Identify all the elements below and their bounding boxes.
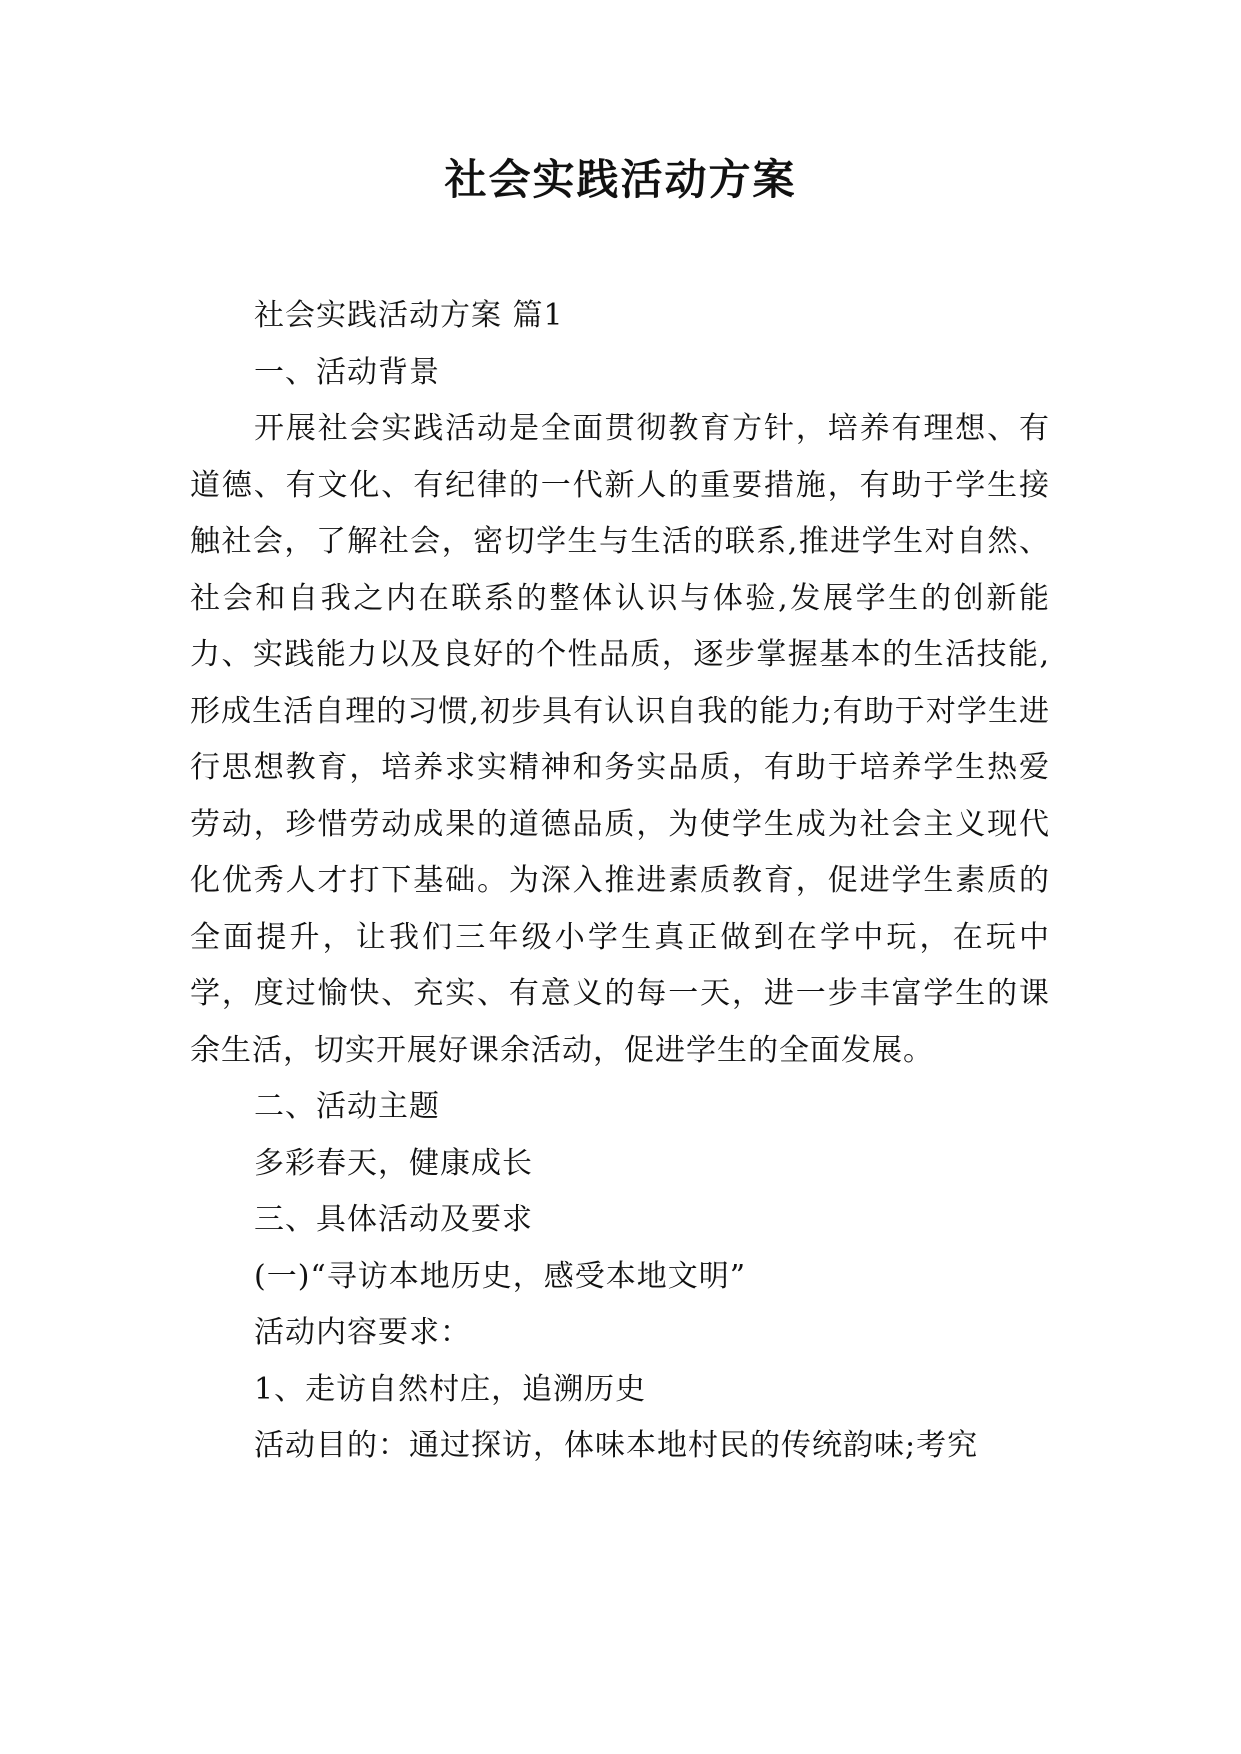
body-paragraph: 活动目的：通过探访，体味本地村民的传统韵味;考究: [254, 1428, 979, 1463]
document-title: 社会实践活动方案: [444, 155, 797, 204]
section-heading: 一、活动背景: [254, 354, 440, 390]
list-item-heading: 1、走访自然村庄，追溯历史: [254, 1371, 647, 1407]
document-body: [190, 288, 1050, 1475]
body-paragraph: 多彩春天，健康成长: [254, 1145, 533, 1181]
section-heading: 二、活动主题: [254, 1089, 440, 1124]
subsection-heading: (一)“寻访本地历史，感受本地文明”: [254, 1258, 747, 1294]
section-heading: 社会实践活动方案 篇1: [254, 298, 564, 333]
body-paragraph: 开展社会实践活动是全面贯彻教育方针，培养有理想、有道德、有文化、有纪律的一代新人的重要措施，有助于学生接触社会，了解社会，密切学生与生活的联系,推进学生对自然、社会和自我之内在联系的整体认识与体验,发展学生的创新能力、实践能力以及良好的个性品质，逐步掌握基本的生活技能,形成生活自理的习惯,初步具有认识自我的能力;有助于对学生进行思想教育，培养求实精神和务实品质，有助于培养学生热爱劳动，珍惜劳动成果的道德品质，为使学生成为社会主义现代化优秀人才打下基础。为深入推进素质教育，促进学生素质的全面提升，让我们三年级小学生真正做到在学中玩，在玩中学，度过愉快、充实、有意义的每一天，进一步丰富学生的课余生活，切实开展好课余活动，促进学生的全面发展。: [190, 411, 1050, 1068]
body-paragraph: 活动内容要求：: [254, 1315, 471, 1350]
section-heading: 三、具体活动及要求: [254, 1202, 533, 1237]
